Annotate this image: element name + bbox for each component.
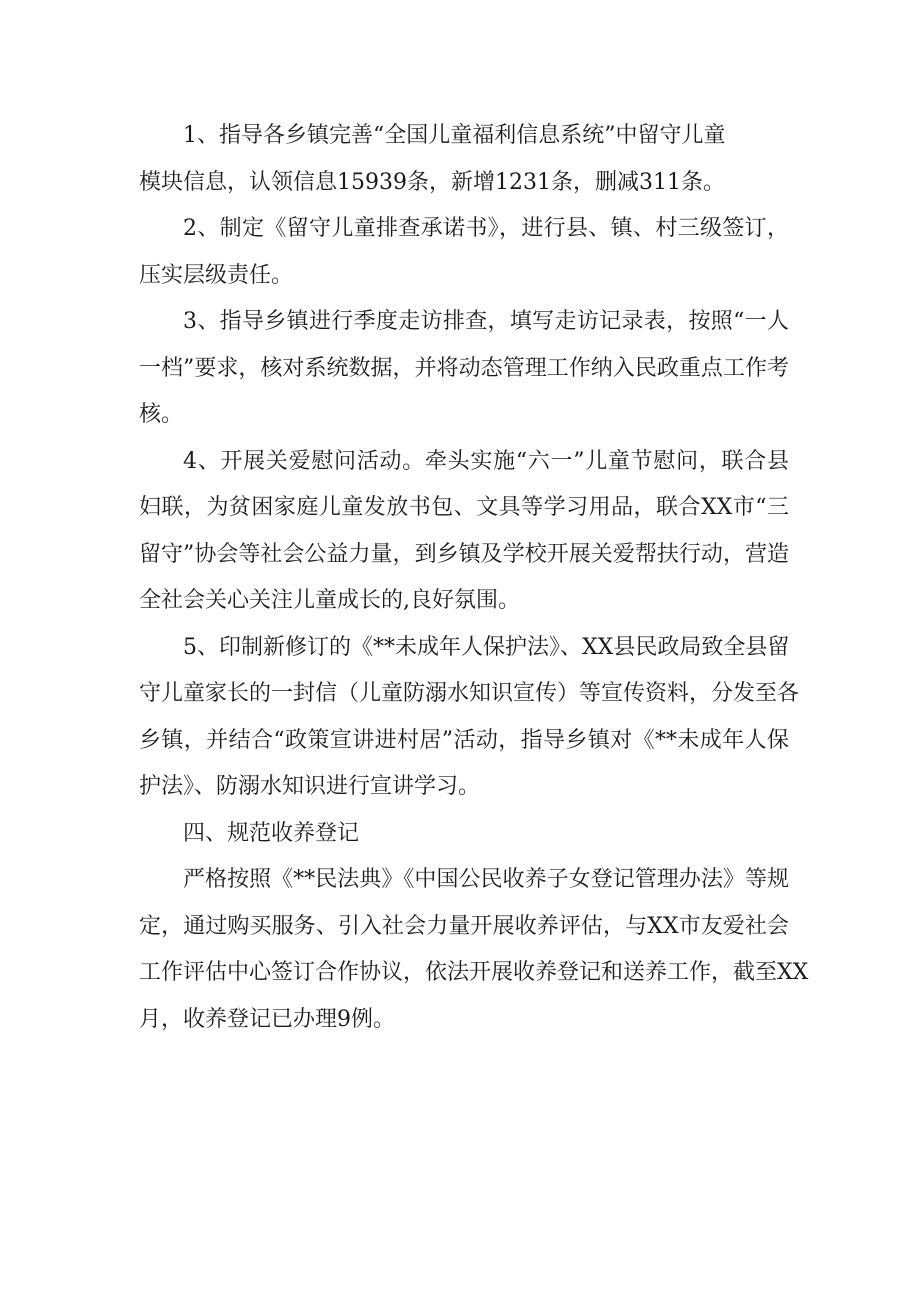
text-line: 月，收养登记已办理9例。: [139, 1006, 395, 1032]
text-line: 妇联，为贫困家庭儿童发放书包、文具等学习用品，联合XX市“三: [139, 495, 789, 520]
text-line: 一档”要求，核对系统数据，并将动态管理工作纳入民政重点工作考: [139, 355, 789, 381]
text-line: 工作评估中心签订合作协议，依法开展收养登记和送养工作，截至XX: [139, 960, 809, 985]
text-line: 2、制定《留守儿童排查承诺书》，进行县、镇、村三级签订，: [183, 216, 789, 241]
section-heading: 四、规范收养登记: [183, 820, 360, 846]
text-line: 全社会关心关注儿童成长的,良好氛围。: [139, 588, 520, 613]
text-line: 乡镇，并结合“政策宣讲进村居”活动，指导乡镇对《**未成年人保: [139, 727, 789, 753]
text-line: 留守”协会等社会公益力量，到乡镇及学校开展关爱帮扶行动，营造: [139, 541, 789, 567]
text-line: 定，通过购买服务、引入社会力量开展收养评估，与XX市友爱社会: [139, 913, 789, 939]
text-line: 模块信息，认领信息15939条，新增1231条，删减311条。: [139, 169, 725, 195]
text-line: 压实层级责任。: [139, 262, 294, 288]
text-line: 核。: [139, 402, 184, 427]
text-line: 5、印制新修订的《**未成年人保护法》、XX县民政局致全县留: [183, 634, 790, 660]
document-body: [139, 113, 809, 1043]
text-line: 3、指导乡镇进行季度走访排查，填写走访记录表，按照“一人: [183, 309, 789, 334]
text-line: 1、指导各乡镇完善“全国儿童福利信息系统”中留守儿童: [183, 123, 726, 148]
text-line: 严格按照《**民法典》《中国公民收养子女登记管理办法》等规: [183, 867, 789, 892]
text-line: 守儿童家长的一封信（儿童防溺水知识宣传）等宣传资料，分发至各: [139, 681, 800, 706]
text-line: 护法》、防溺水知识进行宣讲学习。: [139, 774, 481, 799]
text-line: 4、开展关爱慰问活动。牵头实施“六一”儿童节慰问，联合县: [183, 448, 789, 474]
